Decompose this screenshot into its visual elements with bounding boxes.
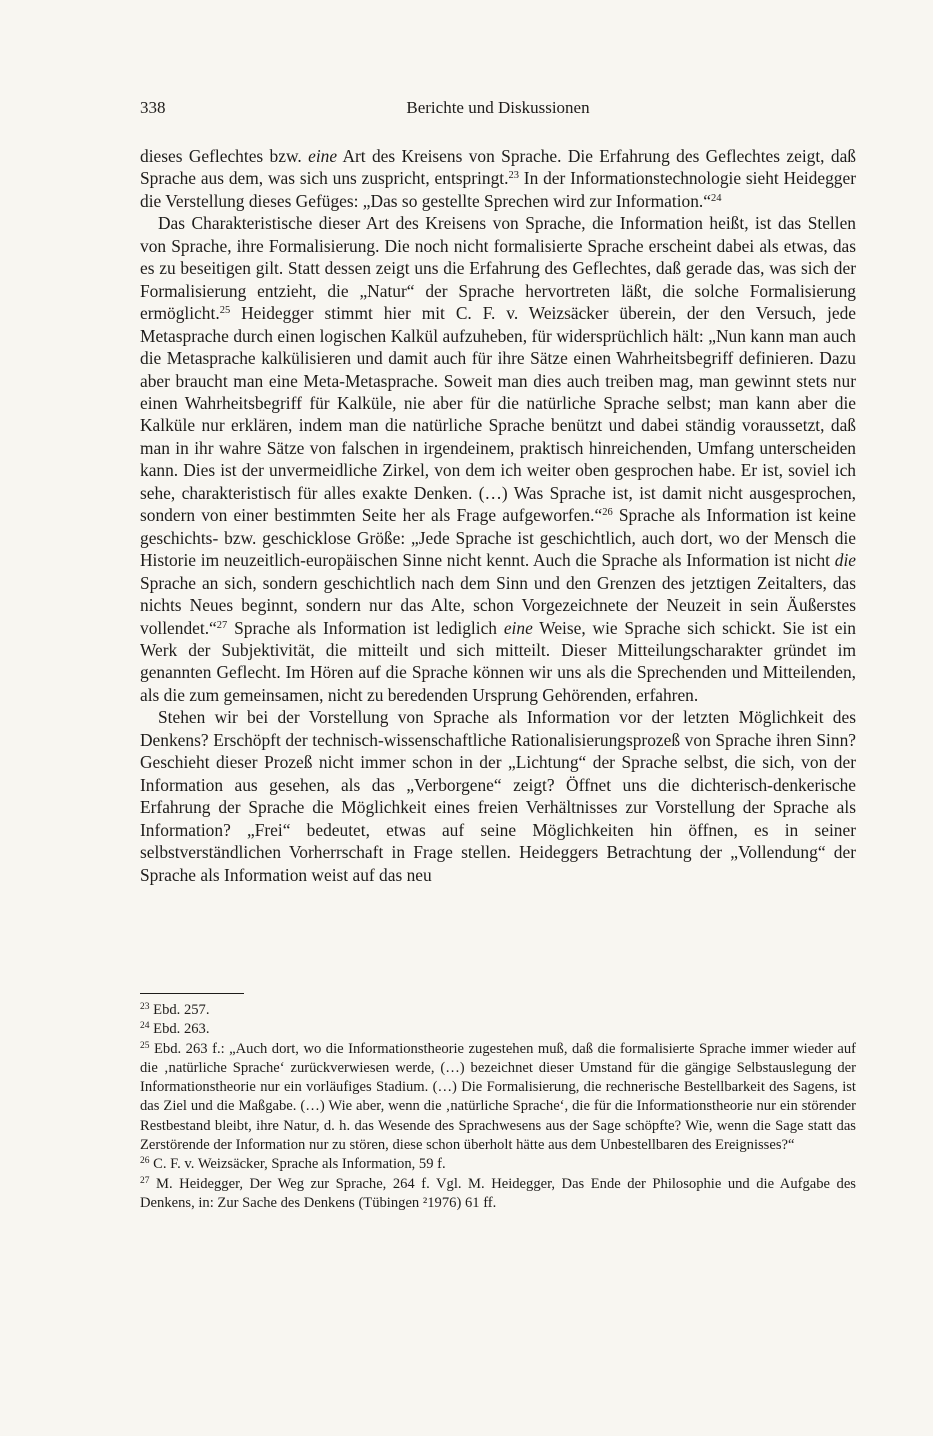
footnotes	[140, 1001, 856, 1213]
footnote-ref: 27	[216, 619, 228, 631]
main-text	[140, 145, 856, 886]
footnote	[140, 1001, 856, 1020]
footnote-number: 23	[140, 1002, 150, 1012]
footnote	[140, 1040, 856, 1156]
footnote-ref: 26	[602, 507, 613, 519]
text-run: Stehen wir bei der Vorstellung von Sprache als Information vor der letzten Möglichkeit des Denkens? Erschöpft der technisch-wissenschaftliche Rationalisierungsprozeß von Sprache ihren Sinn? Geschieht dieser Prozeß nicht immer schon in der „Lichtung“ der Sprache selbst, die sich, von der Information aus gesehen, als das „Verborgene“ zeigt? Öffnet uns die dichterisch-denkerische Erfahrung der Sprache die Möglichkeit eines freien Verhältnisses zur Vorstellung der Sprache als Information? „Frei“ bedeutet, etwas auf seine Möglichkeiten hin öffnen, es in seiner selbstverständlichen Vorherrschaft in Frage stellen. Heideggers Betrachtung der „Vollendung“ der Sprache als Information weist auf das neu	[140, 707, 856, 885]
footnote-text: M. Heidegger, Der Weg zur Sprache, 264 f. Vgl. M. Heidegger, Das Ende der Philosophie und die Aufgabe des Denkens, in: Zur Sache des Denkens (Tübingen ²1976) 61 ff.	[140, 1175, 856, 1211]
emphasis-text: die	[834, 550, 856, 571]
text-run: Art des Kreisens von Sprache. Die Erfahrung des Geflechtes zeigt, daß Sprache aus dem, was sich uns zuspricht, entspringt.	[140, 146, 856, 189]
footnote	[140, 1020, 856, 1039]
footnote-text: Ebd. 257.	[153, 1002, 210, 1018]
footnote	[140, 1175, 856, 1214]
footnote-ref: 24	[711, 192, 722, 204]
text-run: In der Informationstechnologie sieht Heidegger die Verstellung dieses Gefüges: „Das so gestellte Sprechen wird zur Information.“	[140, 168, 856, 211]
footnote-number: 24	[140, 1021, 150, 1032]
footnote-text: Ebd. 263 f.: „Auch dort, wo die Informationstheorie zugestehen muß, daß die formalisierte Sprache immer wieder auf die ‚natürliche Sprache‘ zurückverwiesen werde, (…) bezeichnet dieser Umstand für die gängige Selbstauslegung der Informationstheorie nur ein vorläufiges Stadium. (…) Die Formalisierung, die rechnerische Bestellbarkeit des Sagens, ist das Ziel und die Maßgabe. (…) Wie aber, wenn die ‚natürliche Sprache‘, die für die Informationstheorie nur ein störender Restbestand bleibt, ihre Natur, d. h. das Wesende des Sprachwesens aus der Sage schöpfte? Wie, wenn die Sage statt das Zerstörende der Information nur zu stören, diese schon überholt hätte aus dem Unbestellbaren des Ereignisses?“	[140, 1040, 856, 1154]
text-run: Heidegger stimmt hier mit C. F. v. Weizsäcker überein, der den Versuch, jede Metasprache durch einen logischen Kalkül aufzuheben, für widersprüchlich hält: „Nun kann man auch die Metasprache kalkülisieren und damit auch für ihre Sätze einen Wahrheitsbegriff definieren. Dazu aber braucht man eine Meta-Metasprache. Soweit man dies auch treiben mag, man gewinnt stets nur einen Wahrheitsbegriff für Kalküle, nie aber für die natürliche Sprache selbst; man kann aber die Kalküle nur erklären, indem man die natürliche Sprache benützt und dabei ständig voraussetzt, daß man in ihr wahre Sätze von falschen in irgendeinem, praktisch hinreichenden, Umfang unterscheiden kann. Dies ist der unvermeidliche Zirkel, von dem ich weiter oben gesprochen habe. Er ist, soviel ich sehe, charakteristisch für alles exakte Denken. (…) Was Sprache ist, ist damit nicht ausgesprochen, sondern von einer bestimmten Seite her als Frage aufgeworfen.“	[140, 303, 856, 526]
footnote-ref: 25	[219, 305, 231, 317]
page-header	[140, 98, 856, 124]
emphasis-text: eine	[308, 146, 338, 166]
running-title: Berichte und Diskussionen	[406, 98, 590, 117]
footnote	[140, 1155, 856, 1174]
footnote-number: 27	[140, 1175, 150, 1186]
text-run: Sprache als Information ist lediglich	[227, 617, 504, 638]
text-run: Das Charakteristische dieser Art des Kreisens von Sprache, die Information heißt, ist das Stellen von Sprache, ihre Formalisierung. Die noch nicht formalisierte Sprache erscheint dabei als etwas, das es zu beseitigen gilt. Statt dessen zeigt uns die Erfahrung des Geflechtes, daß gerade das, was sich der Formalisierung entzieht, die „Natur“ der Sprache hervortreten läßt, die solche Formalisierung ermöglicht.	[140, 213, 856, 324]
paragraph	[140, 706, 856, 886]
text-run: dieses Geflechtes bzw.	[140, 146, 309, 166]
footnote-ref: 23	[508, 170, 519, 182]
footnote-text: Ebd. 263.	[153, 1021, 210, 1038]
page-number: 338	[140, 98, 166, 117]
footnote-number: 26	[140, 1156, 150, 1167]
footnote-text: C. F. v. Weizsäcker, Sprache als Information, 59 f.	[153, 1156, 446, 1173]
footnote-separator	[140, 993, 244, 994]
emphasis-text: eine	[503, 617, 533, 638]
text-run: Sprache als Information ist keine geschichts- bzw. geschicklose Größe: „Jede Sprache ist geschichtlich, auch dort, wo der Mensch die Historie im neuzeitlich-europäischen Sinne nicht kennt. Auch die Sprache als Information ist nicht	[140, 505, 856, 571]
text-run: Weise, wie Sprache sich schickt. Sie ist ein Werk der Subjektivität, die mitteilt und sich mitteilt. Dieser Mitteilungscharakter gründet im genannten Geflecht. Im Hören auf die Sprache können wir uns als die Sprechenden und Mitteilenden, als die zum gemeinsamen, nicht zu beredenden Ursprung Gehörenden, erfahren.	[140, 617, 857, 705]
text-run: Sprache an sich, sondern geschichtlich nach dem Sinn und den Grenzen des jetztigen Zeitalters, das nichts Neues beginnt, sondern nur das Alte, schon Vorgezeichnete der Neuzeit in sein Äußerstes vollendet.“	[140, 572, 856, 638]
paragraph	[140, 145, 856, 212]
paragraph	[140, 212, 856, 706]
footnote-number: 25	[140, 1040, 150, 1051]
